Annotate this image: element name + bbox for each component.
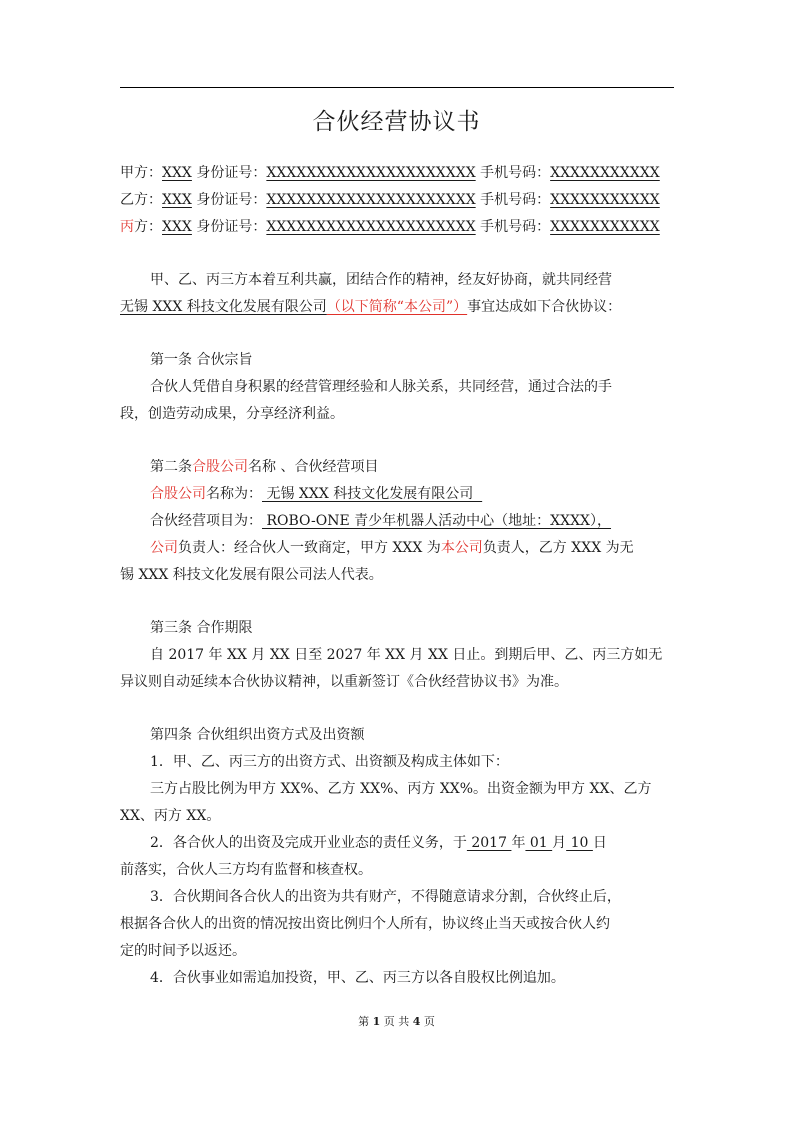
company-name-line: 合股公司名称为： 无锡 XXX 科技文化发展有限公司 bbox=[150, 486, 483, 502]
party-c-value: XXX bbox=[162, 219, 192, 235]
article-1-line-2: 段，创造劳动成果，分享经济利益。 bbox=[120, 406, 344, 422]
project-value: ROBO-ONE 青少年机器人活动中心（地址：XXXX）， bbox=[262, 513, 612, 529]
project-line: 合伙经营项目为： ROBO-ONE 青少年机器人活动中心（地址：XXXX）， bbox=[150, 513, 612, 529]
article-1-heading: 第一条 合伙宗旨 bbox=[150, 352, 253, 368]
article-1-line-1: 合伙人凭借自身积累的经营管理经验和人脉关系，共同经营，通过合法的手 bbox=[150, 379, 612, 395]
party-b-phone: XXXXXXXXXXX bbox=[550, 192, 660, 208]
article-3-line-2: 异议则自动延续本合伙协议精神，以重新签订《合伙经营协议书》为准。 bbox=[120, 674, 568, 690]
article-4-item-3-cont-1: 根据各合伙人的出资的情况按出资比例归个人所有，协议终止当天或按合伙人约 bbox=[120, 916, 610, 932]
intro-alias: （以下简称“本公司”） bbox=[326, 299, 468, 315]
intro-line-1: 甲、乙、丙三方本着互利共赢，团结合作的精神，经友好协商，就共同经营 bbox=[150, 272, 612, 288]
responsible-line-1: 公司负责人：经合伙人一致商定，甲方 XXX 为本公司负责人，乙方 XXX 为无 bbox=[150, 540, 634, 556]
party-c-line: 丙方：XXX 身份证号：XXXXXXXXXXXXXXXXXXXXX 手机号码：XXXXXXXXXXX bbox=[120, 219, 660, 235]
party-c-name: 丙 bbox=[120, 219, 134, 235]
article-4-item-2-cont: 前落实，合伙人三方均有监督和核查权。 bbox=[120, 862, 372, 878]
party-a-id: XXXXXXXXXXXXXXXXXXXXX bbox=[266, 165, 476, 181]
party-c-phone: XXXXXXXXXXX bbox=[550, 219, 660, 235]
current-page: 1 bbox=[372, 1015, 381, 1028]
party-b-name: 乙方 bbox=[120, 192, 148, 208]
page-number: 第 1 页 共 4 页 bbox=[358, 1015, 435, 1028]
article-4-item-3-cont-2: 定的时间予以返还。 bbox=[120, 943, 246, 959]
party-a-value: XXX bbox=[162, 165, 192, 181]
intro-company: 无锡 XXX 科技文化发展有限公司 bbox=[120, 299, 327, 315]
party-b-line: 乙方：XXX 身份证号：XXXXXXXXXXXXXXXXXXXXX 手机号码：XXXXXXXXXXX bbox=[120, 192, 660, 208]
article-4-item-4: 4．合伙事业如需追加投资，甲、乙、丙三方以各自股权比例追加。 bbox=[150, 970, 565, 986]
article-4-heading: 第四条 合伙组织出资方式及出资额 bbox=[150, 727, 365, 743]
deadline-day: 10 bbox=[566, 835, 593, 851]
header-rule bbox=[120, 87, 674, 88]
article-4-item-2: 2．各合伙人的出资及完成开业业态的责任义务，于 2017 年 01 月 10 日 bbox=[150, 835, 607, 851]
deadline-month: 01 bbox=[525, 835, 553, 851]
company-name-value: 无锡 XXX 科技文化发展有限公司 bbox=[262, 486, 483, 502]
responsible-line-2: 锡 XXX 科技文化发展有限公司法人代表。 bbox=[120, 567, 383, 583]
party-c-id: XXXXXXXXXXXXXXXXXXXXX bbox=[266, 219, 476, 235]
article-2-heading: 第二条合股公司名称 、合伙经营项目 bbox=[150, 459, 379, 475]
article-4-item-3: 3．合伙期间各合伙人的出资为共有财产，不得随意请求分割，合伙终止后， bbox=[150, 889, 621, 905]
total-pages: 4 bbox=[412, 1015, 421, 1028]
party-b-value: XXX bbox=[162, 192, 192, 208]
party-a-phone: XXXXXXXXXXX bbox=[550, 165, 660, 181]
article-4-ratio-line-1: 三方占股比例为甲方 XX%、乙方 XX%、丙方 XX%。出资金额为甲方 XX、乙方 bbox=[150, 781, 652, 797]
party-a-line: 甲方：XXX 身份证号：XXXXXXXXXXXXXXXXXXXXX 手机号码：XXXXXXXXXXX bbox=[120, 165, 660, 181]
party-a-name: 甲方 bbox=[120, 165, 148, 181]
article-3-heading: 第三条 合作期限 bbox=[150, 620, 253, 636]
article-4-ratio-line-2: XX、丙方 XX。 bbox=[120, 808, 221, 824]
article-3-line-1: 自 2017 年 XX 月 XX 日至 2027 年 XX 月 XX 日止。到期后甲、乙、丙三方如无 bbox=[150, 647, 663, 663]
article-4-item-1: 1．甲、乙、丙三方的出资方式、出资额及构成主体如下： bbox=[150, 754, 509, 770]
intro-line-2 bbox=[120, 297, 621, 317]
intro-tail: 事宜达成如下合伙协议： bbox=[467, 299, 622, 315]
document-title: 合伙经营协议书 bbox=[312, 109, 481, 135]
deadline-year: 2017 bbox=[466, 835, 512, 851]
party-b-id: XXXXXXXXXXXXXXXXXXXXX bbox=[266, 192, 476, 208]
